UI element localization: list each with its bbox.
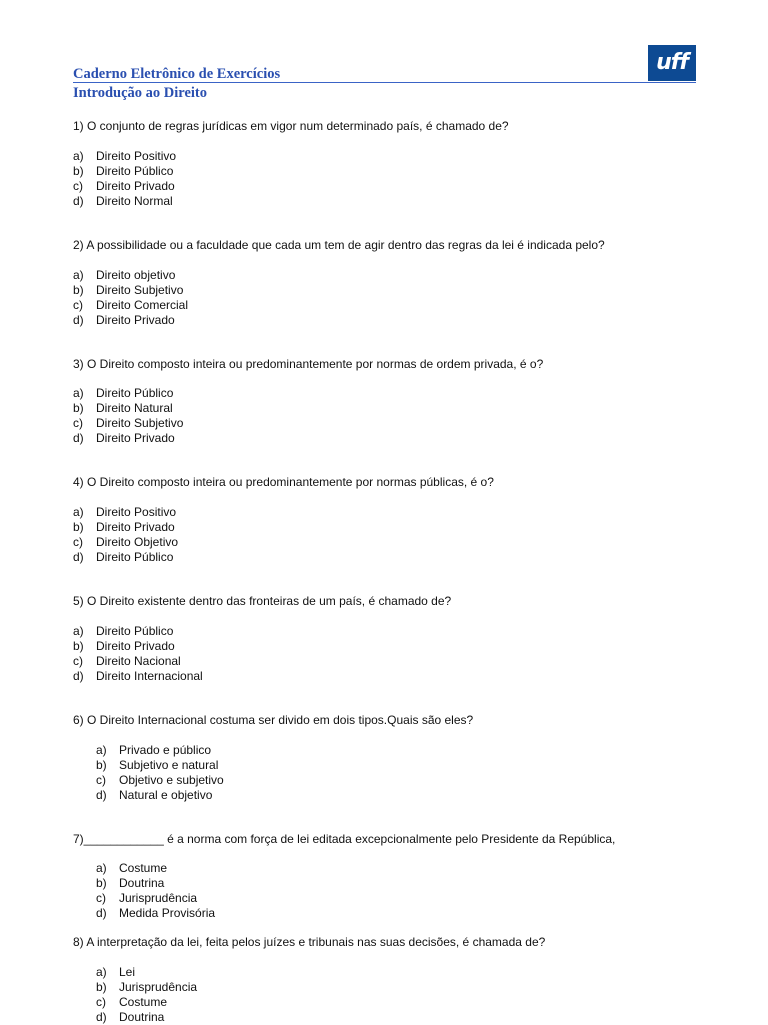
document-subtitle: Introdução ao Direito xyxy=(73,85,207,101)
option-d: d) Direito Privado xyxy=(73,313,175,327)
option-c: c) Objetivo e subjetivo xyxy=(96,773,224,787)
question-2-options xyxy=(73,268,188,328)
option-c: c) Jurisprudência xyxy=(96,891,198,905)
option-a: a) Direito Positivo xyxy=(73,505,177,519)
question-5-text: 5) O Direito existente dentro das fronteiras de um país, é chamado de? xyxy=(73,594,452,608)
option-a: a) Direito Público xyxy=(73,624,174,638)
question-3-options xyxy=(73,386,183,446)
option-a: a) Direito objetivo xyxy=(73,268,176,282)
option-b: b) Jurisprudência xyxy=(96,980,198,994)
header-rule xyxy=(73,82,696,83)
option-b: b) Direito Privado xyxy=(73,520,175,534)
option-c: c) Direito Comercial xyxy=(73,298,189,312)
option-c: c) Costume xyxy=(96,995,168,1009)
option-c: c) Direito Subjetivo xyxy=(73,416,184,430)
option-c: c) Direito Privado xyxy=(73,179,175,193)
option-d: d) Direito Internacional xyxy=(73,669,203,683)
question-4-options xyxy=(73,505,178,565)
option-b: b) Direito Subjetivo xyxy=(73,283,184,297)
option-d: d) Direito Público xyxy=(73,550,174,564)
option-a: a) Privado e público xyxy=(96,743,212,757)
option-b: b) Direito Natural xyxy=(73,401,173,415)
option-d: d) Direito Normal xyxy=(73,194,173,208)
document-title: Caderno Eletrônico de Exercícios xyxy=(73,66,281,82)
question-1-options xyxy=(73,149,176,209)
question-3-text: 3) O Direito composto inteira ou predominantemente por normas de ordem privada, é o? xyxy=(73,357,544,371)
question-7-options xyxy=(96,861,215,921)
option-d: d) Direito Privado xyxy=(73,431,175,445)
question-7-text: 7)____________ é a norma com força de lei editada excepcionalmente pelo Presidente da República, xyxy=(73,832,616,846)
option-a: a) Direito Público xyxy=(73,386,174,400)
question-8-options xyxy=(96,965,197,1025)
option-a: a) Costume xyxy=(96,861,168,875)
option-a: a) Lei xyxy=(96,965,136,979)
question-2-text: 2) A possibilidade ou a faculdade que cada um tem de agir dentro das regras da lei é indicada pelo? xyxy=(73,238,605,252)
option-d: d) Natural e objetivo xyxy=(96,788,213,802)
question-6-options xyxy=(96,743,224,803)
option-d: d) Medida Provisória xyxy=(96,906,216,920)
uff-logo: uff xyxy=(648,45,696,81)
question-1-text: 1) O conjunto de regras jurídicas em vigor num determinado país, é chamado de? xyxy=(73,119,509,133)
option-b: b) Direito Público xyxy=(73,164,174,178)
option-a: a) Direito Positivo xyxy=(73,149,177,163)
option-b: b) Subjetivo e natural xyxy=(96,758,219,772)
question-4-text: 4) O Direito composto inteira ou predominantemente por normas públicas, é o? xyxy=(73,475,494,489)
option-b: b) Direito Privado xyxy=(73,639,175,653)
question-5-options xyxy=(73,624,203,684)
option-d: d) Doutrina xyxy=(96,1010,165,1024)
option-c: c) Direito Objetivo xyxy=(73,535,179,549)
option-c: c) Direito Nacional xyxy=(73,654,181,668)
question-8-text: 8) A interpretação da lei, feita pelos juízes e tribunais nas suas decisões, é chamada de? xyxy=(73,935,546,949)
option-b: b) Doutrina xyxy=(96,876,165,890)
question-6-text: 6) O Direito Internacional costuma ser divido em dois tipos.Quais são eles? xyxy=(73,713,474,727)
